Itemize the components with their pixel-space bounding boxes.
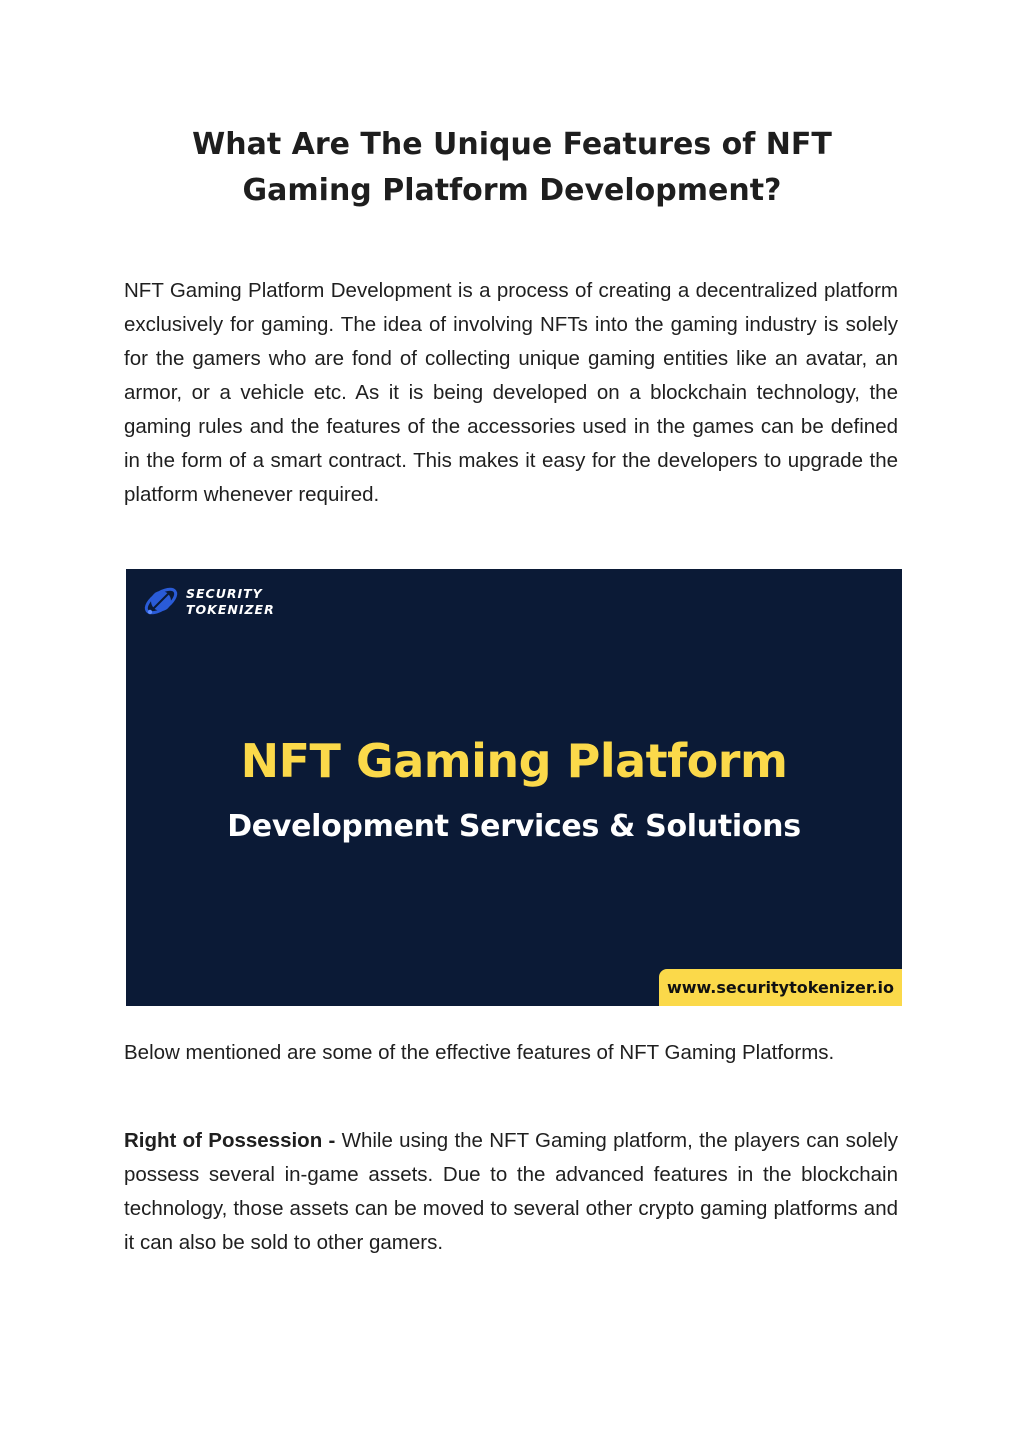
banner-headline: NFT Gaming Platform — [240, 734, 788, 788]
logo-wordmark — [186, 586, 275, 618]
feature-term: Right of Possession - — [124, 1129, 336, 1152]
feature-paragraph — [124, 1124, 898, 1260]
banner-image — [126, 569, 902, 1006]
logo-line-1: SECURITY — [186, 586, 263, 601]
security-tokenizer-logo-icon — [141, 581, 181, 621]
feature-description: While using the NFT Gaming platform, the players can solely possess several in-game assets. Due to the advanced features in the blockchain technology, those assets can be moved to several other crypto gaming platforms and it can also be sold to other gamers. — [124, 1129, 898, 1254]
features-intro-paragraph: Below mentioned are some of the effective features of NFT Gaming Platforms. — [124, 1041, 835, 1064]
logo-line-2: TOKENIZER — [186, 602, 275, 617]
website-url-badge: www.securitytokenizer.io — [659, 969, 902, 1006]
intro-paragraph: NFT Gaming Platform Development is a process of creating a decentralized platform exclusively for gaming. The idea of involving NFTs into the gaming industry is solely for the gamers who are fond of collecting unique gaming entities like an avatar, an armor, or a vehicle etc. As it is being developed on a blockchain technology, the gaming rules and the features of the accessories used in the games can be defined in the form of a smart contract. This makes it easy for the developers to upgrade the platform whenever required. — [124, 279, 898, 506]
page-title: What Are The Unique Features of NFT Gaming Platform Development? — [192, 127, 832, 208]
banner-subheadline: Development Services & Solutions — [227, 809, 801, 844]
